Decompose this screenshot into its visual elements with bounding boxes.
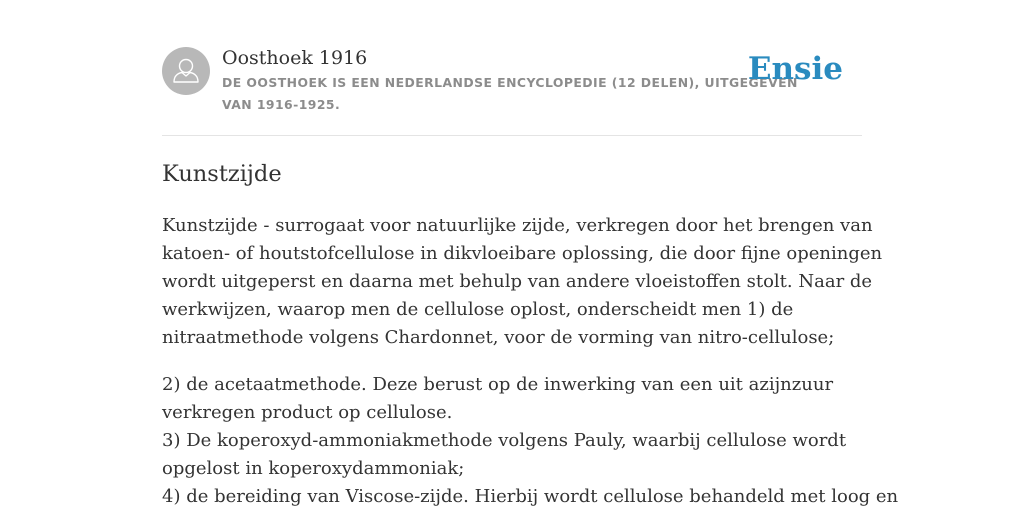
paragraph-line: werkwijzen, waarop men de cellulose oplost, onderscheidt men 1) de [162, 299, 794, 320]
source-description-line: VAN 1916-1925. [222, 97, 341, 112]
paragraph-line: katoen- of houtstofcellulose in dikvloeibare oplossing, die door fijne openingen [162, 243, 883, 264]
article-body [162, 212, 899, 512]
article-paragraph [162, 371, 899, 511]
paragraph-line: 3) De koperoxyd-ammoniakmethode volgens Pauly, waarbij cellulose wordt [162, 430, 847, 451]
header-divider [162, 135, 862, 136]
source-description-line: DE OOSTHOEK IS EEN NEDERLANDSE ENCYCLOPEDIE (12 DELEN), UITGEGEVEN [222, 75, 798, 90]
user-avatar-icon[interactable] [162, 47, 210, 95]
article-title: Kunstzijde [162, 161, 282, 187]
brand-logo-link[interactable]: Ensie [747, 51, 843, 87]
paragraph-line: wordt uitgeperst en daarna met behulp van andere vloeistoffen stolt. Naar de [162, 271, 873, 292]
source-header [162, 46, 862, 136]
paragraph-line: opgelost in koperoxydammoniak; [162, 458, 465, 479]
source-title-link[interactable]: Oosthoek 1916 [222, 47, 368, 69]
paragraph-line: 4) de bereiding van Viscose-zijde. Hierbij wordt cellulose behandeld met loog en [162, 486, 899, 507]
paragraph-line: nitraatmethode volgens Chardonnet, voor de vorming van nitro-cellulose; [162, 327, 835, 348]
user-silhouette-icon [162, 47, 210, 95]
paragraph-line: Kunstzijde - surrogaat voor natuurlijke zijde, verkregen door het brengen van [162, 215, 873, 236]
article-paragraph [162, 212, 883, 352]
source-description [222, 72, 798, 116]
paragraph-line: verkregen product op cellulose. [162, 402, 453, 423]
paragraph-line: 2) de acetaatmethode. Deze berust op de inwerking van een uit azijnzuur [162, 374, 834, 395]
